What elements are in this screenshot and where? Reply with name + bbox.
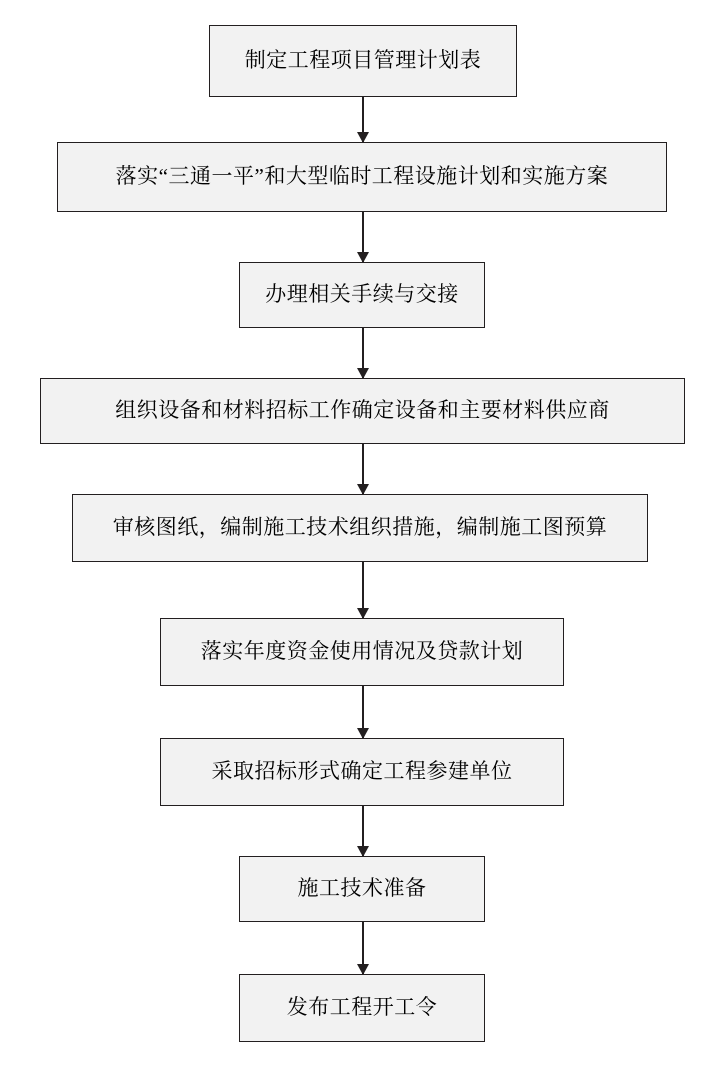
flowchart-node-9[interactable] — [239, 974, 485, 1042]
flowchart-node-4[interactable] — [40, 378, 685, 444]
flowchart-node-label: 落实“三通一平”和大型临时工程设施计划和实施方案 — [115, 164, 609, 189]
flowchart-arrow-7-8 — [362, 806, 364, 856]
flowchart-node-label: 落实年度资金使用情况及贷款计划 — [200, 639, 524, 664]
flowchart-node-6[interactable] — [160, 618, 564, 686]
flowchart-arrow-8-9 — [362, 922, 364, 974]
flowchart-node-1[interactable] — [209, 25, 517, 97]
flowchart-arrow-1-2 — [362, 97, 364, 142]
flowchart-node-2[interactable] — [57, 142, 667, 212]
flowchart-arrow-4-5 — [362, 444, 364, 494]
flowchart-node-3[interactable] — [239, 262, 485, 328]
flowchart-node-8[interactable] — [239, 856, 485, 922]
flowchart-node-label: 施工技术准备 — [297, 876, 427, 901]
flowchart-node-5[interactable] — [72, 494, 648, 562]
flowchart-node-label: 组织设备和材料招标工作确定设备和主要材料供应商 — [115, 398, 610, 423]
flowchart-arrow-5-6 — [362, 562, 364, 618]
flowchart-node-label: 审核图纸，编制施工技术组织措施，编制施工图预算 — [112, 515, 608, 540]
flowchart-arrow-3-4 — [362, 328, 364, 378]
flowchart-arrow-2-3 — [362, 212, 364, 262]
flowchart-node-label: 制定工程项目管理计划表 — [244, 48, 482, 73]
flowchart-node-7[interactable] — [160, 738, 564, 806]
flowchart-node-label: 采取招标形式确定工程参建单位 — [211, 759, 513, 784]
flowchart-arrow-6-7 — [362, 686, 364, 738]
flowchart-node-label: 发布工程开工令 — [286, 995, 438, 1020]
flowchart-node-label: 办理相关手续与交接 — [265, 282, 459, 307]
